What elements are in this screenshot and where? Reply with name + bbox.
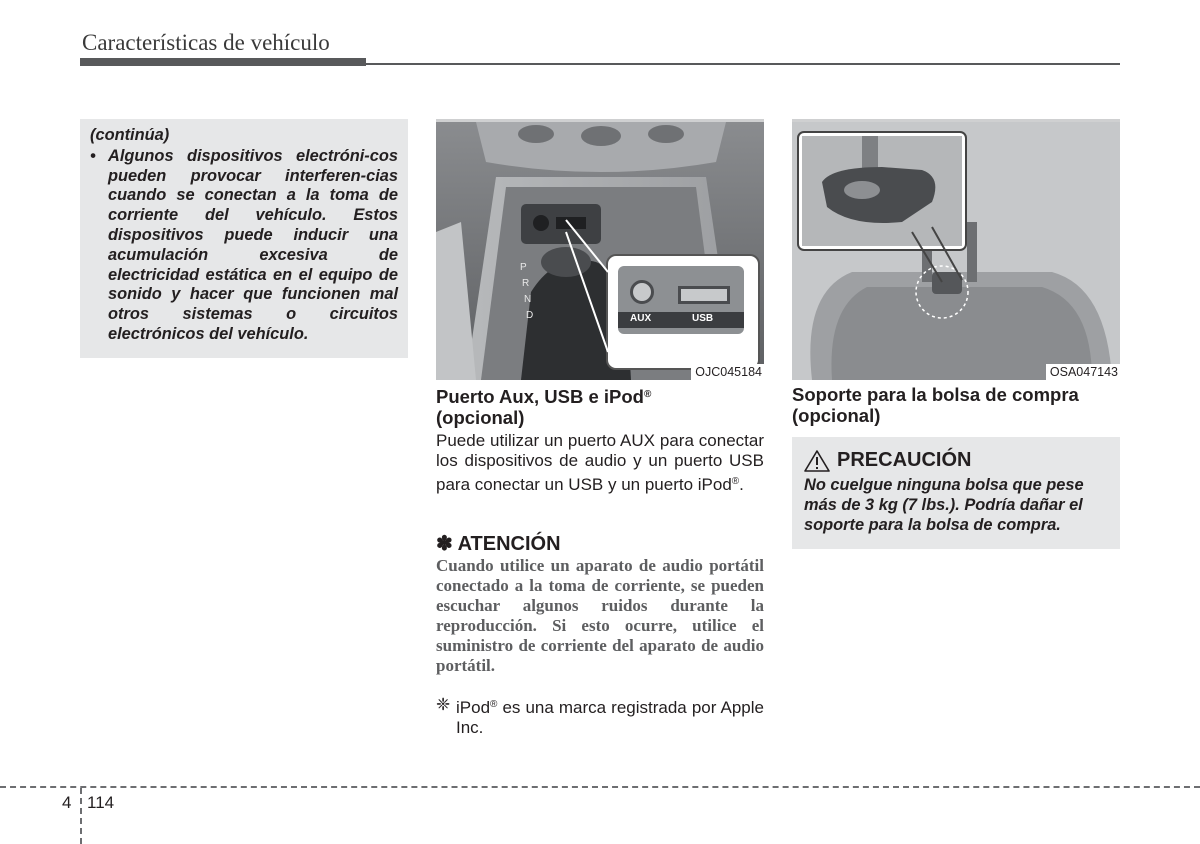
header-rule-thick [80,58,366,66]
footer-dashed-rule [0,786,1200,788]
chapter-number: 4 [62,793,72,812]
trademark-statement: es una marca registrada por Apple Inc. [456,698,764,738]
registered-mark: ® [731,475,740,487]
caution-title-text: PRECAUCIÓN [837,449,972,471]
header-rule-thin [366,63,1120,65]
caution-box [792,437,1120,549]
note-bullet-item [90,147,398,345]
figure-shopping-bag-hook [792,119,1120,380]
callout-pointer-lines [436,122,764,380]
usb-label: USB [692,313,714,324]
caution-title [804,449,1110,472]
ports-heading-main: Puerto Aux, USB e iPod [436,386,644,407]
bag-hook-heading: Soporte para la bolsa de compra (opcional) [792,384,1079,426]
trademark-note [436,695,764,739]
aux-label: AUX [630,313,652,324]
attention-title-text: ATENCIÓN [457,533,561,555]
ports-heading [436,384,766,428]
trademark-text [456,695,764,739]
ports-heading-optional: (opcional) [436,407,525,428]
figure-code: OJC045184 [691,364,764,380]
figure-code: OSA047143 [1046,364,1120,380]
trademark-brand: iPod [456,698,491,717]
registered-mark: ® [643,389,652,400]
registered-mark: ® [490,699,498,710]
note-bullet-text: Algunos dispositivos electróni-cos pueden provocar interferen-cias cuando se conectan a la toma de corriente del vehículo. Estos dispositivos puede inducir una acumulación excesiva de electricidad estática en el equipo de sonido y hacer que funcionen mal otros sistemas o circuitos electrónicos del vehículo. [108,146,398,343]
page-number: 114 [87,793,115,812]
attention-title [436,531,561,556]
figure-aux-usb-ports [436,119,764,380]
gear-letter: P [520,262,527,273]
bullet-marker: • [90,146,96,165]
bag-hook-illustration [792,122,1120,380]
continued-note-box [80,119,408,358]
footer-dashed-divider [80,788,82,844]
ports-body-end: . [739,474,744,494]
ports-body: Puede utilizar un puerto AUX para conectar los dispositivos de audio y un puerto USB para conectar un USB y un puerto iPod [436,431,764,494]
ports-body-text [436,431,764,495]
warning-triangle-icon [804,450,830,472]
attention-symbol-icon: ✽ [436,533,453,555]
gear-letter: N [524,294,532,305]
caution-text: No cuelgue ninguna bolsa que pese más de 3 kg (7 lbs.). Podría dañar el soporte para la bolsa de compra. [804,476,1084,534]
continued-label: (continúa) [90,126,170,144]
trademark-symbol-icon: ❈ [436,695,451,714]
gear-letter: R [522,278,530,289]
page-header-title: Características de vehículo [82,30,330,55]
gear-letter: D [526,310,534,321]
attention-body: Cuando utilice un aparato de audio portátil conectado a la toma de corriente, se pueden escuchar algunos ruidos durante la reproducción. Si esto ocurre, utilice el suministro de corriente del aparato de audio portátil. [436,556,764,675]
